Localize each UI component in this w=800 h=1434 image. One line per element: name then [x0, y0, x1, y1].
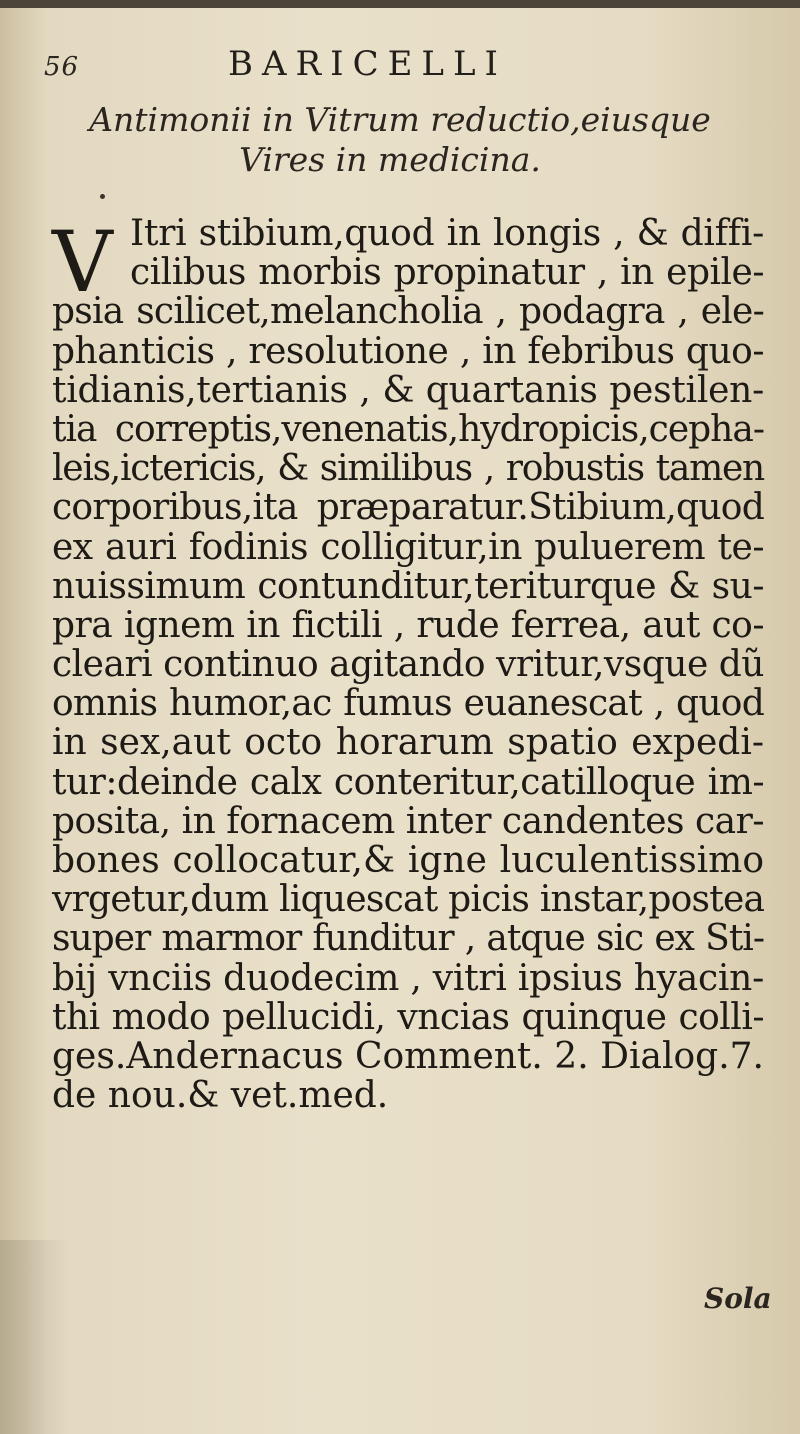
- text-line: Itri stibium,quod in longis , & diffi-: [130, 213, 764, 254]
- section-heading-line-2: Vires in medicina.: [239, 140, 541, 179]
- text-line: de nou.& vet.med.: [52, 1075, 389, 1117]
- text-line: cleari continuo agitando vritur,vsque dũ: [52, 644, 764, 686]
- running-head: BARICELLI: [228, 44, 507, 84]
- text-line: tia correptis,venenatis,hydropicis,cepha-: [52, 408, 764, 450]
- text-line: nuissimum contunditur,teriturque & su-: [52, 565, 764, 607]
- text-line: vrgetur,dum liquescat picis instar,postea: [52, 879, 765, 921]
- section-heading-line-1: Antimonii in Vitrum reductio,eiusque: [89, 100, 711, 139]
- text-line: thi modo pellucidi, vncias quinque colli-: [52, 996, 764, 1038]
- catchword: Sola: [704, 1282, 772, 1315]
- text-line: super marmor funditur , atque sic ex Sti-: [52, 918, 764, 960]
- text-line: bones collocatur,& igne luculentissimo: [52, 840, 764, 881]
- text-line: pra ignem in fictili , rude ferrea, aut co-: [52, 604, 764, 646]
- text-line: posita, in fornacem inter candentes car-: [52, 800, 764, 842]
- text-line: ex auri fodinis colligitur,in puluerem te-: [52, 526, 764, 568]
- body-text: [52, 214, 764, 1115]
- text-line: bij vnciis duodecim , vitri ipsius hyacin-: [52, 957, 764, 999]
- text-line: omnis humor,ac fumus euanescat , quod: [52, 683, 764, 725]
- text-line: tidianis,tertianis , & quartanis pestilen-: [52, 369, 764, 411]
- text-line: ges.Andernacus Comment. 2. Dialog.7.: [52, 1035, 764, 1077]
- text-line: leis,ictericis, & similibus , robustis tamen: [52, 448, 764, 490]
- text-line: tur:deinde calx conteritur,catilloque im-: [52, 761, 764, 803]
- text-line: corporibus,ita præparatur.Stibium,quod: [52, 487, 764, 529]
- page-stain: [0, 1240, 70, 1434]
- text-line: in sex,aut octo horarum spatio expedi-: [52, 722, 764, 764]
- text-line: cilibus morbis propinatur , in epile-: [130, 252, 764, 294]
- drop-capital: V: [52, 213, 113, 311]
- text-line: phanticis , resolutione , in febribus quo-: [52, 330, 764, 372]
- text-line: psia scilicet,melancholia , podagra , ele-: [52, 291, 764, 333]
- ornament-dot: [100, 194, 105, 199]
- top-edge-rule: [0, 0, 800, 8]
- page-number: 56: [44, 52, 80, 82]
